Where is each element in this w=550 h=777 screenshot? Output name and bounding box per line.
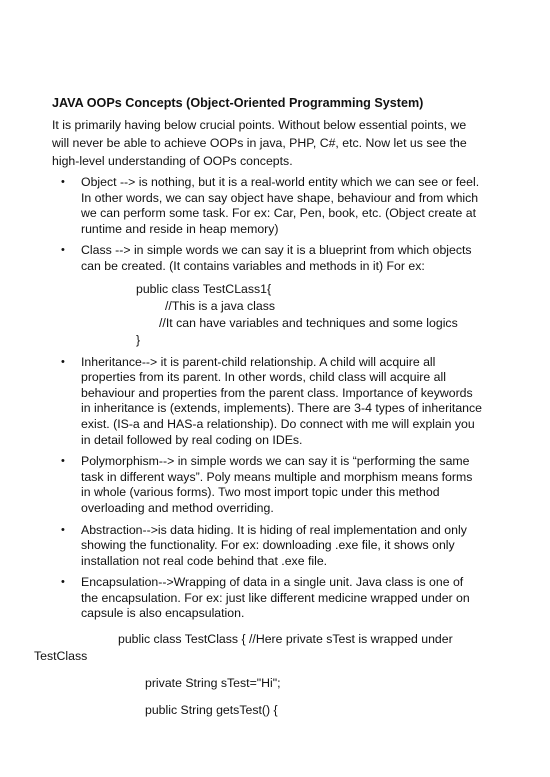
- code-line: //It can have variables and techniques and some logics: [159, 315, 458, 330]
- code-line: public class TestCLass1{: [136, 281, 272, 296]
- bullet-icon: •: [61, 523, 65, 536]
- code-line: public String getsTest() {: [145, 703, 278, 718]
- document-body: [34, 94, 482, 719]
- list-item-text: Class --> in simple words we can say it is a blueprint from which objects can be created. (It contains variables and methods in it) For ex:: [81, 243, 472, 273]
- list-item-polymorphism: [52, 454, 482, 516]
- code-line: private String sTest="Hi";: [145, 676, 281, 691]
- bullet-icon: •: [61, 576, 65, 589]
- list-item-text: Object --> is nothing, but it is a real-world entity which we can see or feel. In other words, we can say object have shape, behaviour and from which we can perform some task. For ex: Car, Pen, book, etc. (Object create at runtime and reside in heap memory): [81, 175, 480, 236]
- list-item-abstraction: [52, 523, 482, 570]
- class-code-example: [52, 281, 482, 349]
- encapsulation-code-example: [34, 630, 482, 719]
- bullet-icon: •: [61, 176, 65, 188]
- concept-list-continued: [52, 355, 482, 623]
- code-line: }: [136, 332, 141, 347]
- code-line: TestClass: [34, 649, 88, 664]
- list-item-text: Abstraction-->is data hiding. It is hiding of real implementation and only showing the functionality. For ex: downloading .exe file, it shows only installation not real code behind that .exe file.: [81, 522, 467, 568]
- list-item-text: Inheritance--> it is parent-child relationship. A child will acquire all properties from its parent. In other words, child class will acquire all behaviour and properties from the parent class. Importance of keywords in inheritance is (extends, implements). There are 3-4 types of inheritance exist. (IS-a and HAS-a relationship). Do connect with me will explain you in detail followed by real coding on IDEs.: [81, 354, 482, 447]
- list-item-text: Polymorphism--> in simple words we can say it is “performing the same task in different ways”. Poly means multiple and morphism means forms in whole (various forms). Two most import topic under this method overloading and method overriding.: [81, 454, 473, 515]
- intro-paragraph: It is primarily having below crucial points. Without below essential points, we will never be able to achieve OOPs in java, PHP, C#, etc. Now let us see the high-level understanding of OOPs concepts.: [52, 118, 467, 168]
- list-item-text: Encapsulation-->Wrapping of data in a single unit. Java class is one of the encapsulation. For ex: just like different medicine wrapped under on capsule is also encapsulation.: [81, 575, 470, 621]
- bullet-icon: •: [61, 244, 65, 257]
- bullet-icon: •: [61, 455, 65, 468]
- list-item-class: [52, 243, 482, 274]
- code-line: //This is a java class: [165, 298, 276, 313]
- concept-list: [52, 175, 482, 275]
- bullet-icon: •: [61, 355, 65, 368]
- list-item-inheritance: [52, 355, 482, 449]
- document-title: JAVA OOPs Concepts (Object-Oriented Programming System): [52, 96, 424, 110]
- code-line: public class TestClass { //Here private sTest is wrapped under: [118, 632, 453, 647]
- list-item-encapsulation: [52, 575, 482, 622]
- list-item-object: [52, 175, 482, 237]
